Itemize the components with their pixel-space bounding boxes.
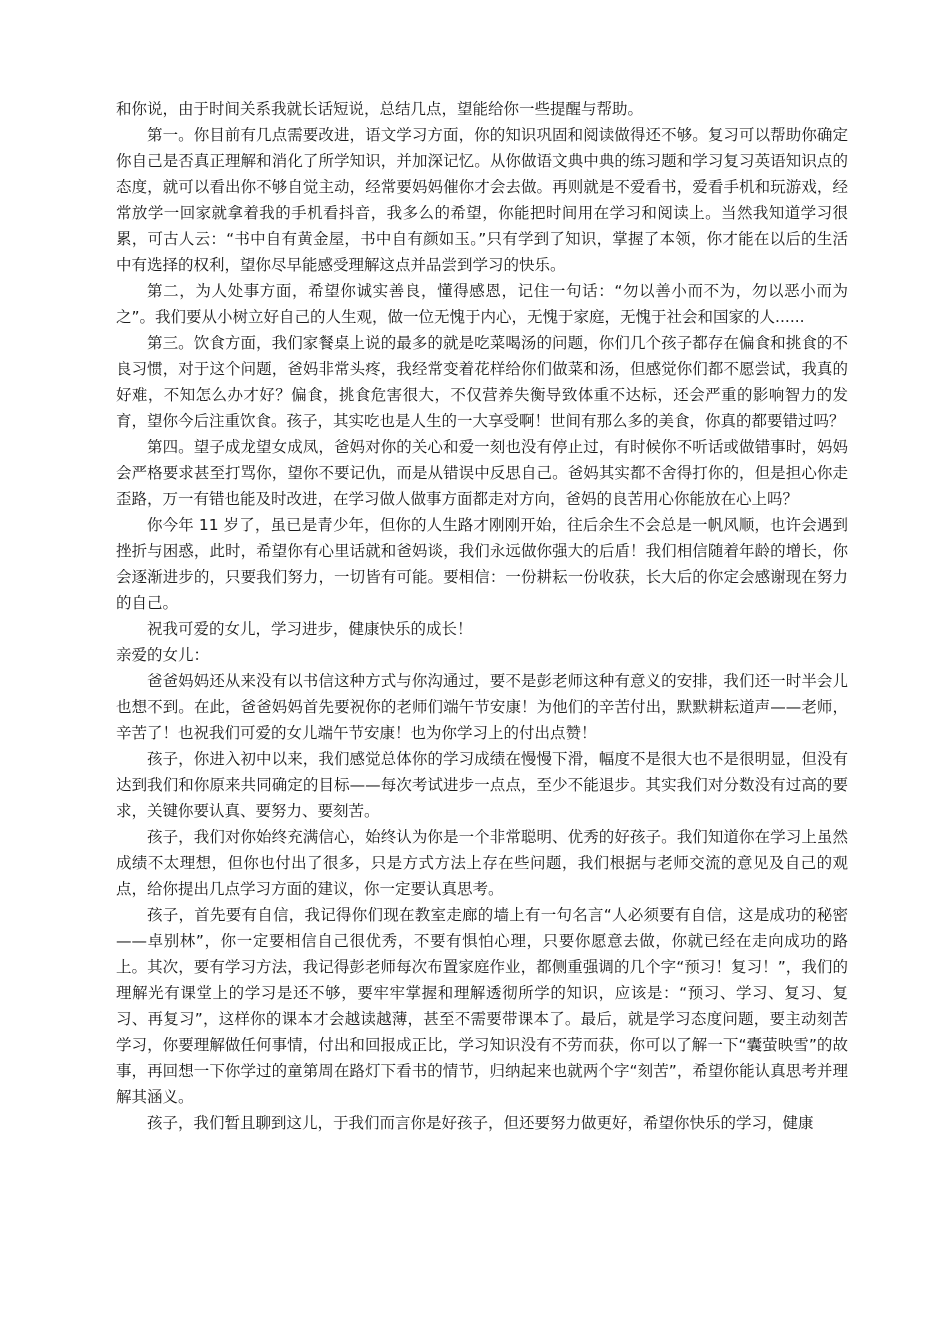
paragraph-point-four: 第四。望子成龙望女成凤，爸妈对你的关心和爱一刻也没有停止过，有时候你不听话或做错事时，妈妈会严格要求甚至打骂你，望你不要记仇，而是从错误中反思自己。爸妈其实都不舍得打你的，但是担心你走歪路，万一有错也能及时改进，在学习做人做事方面都走对方向，爸妈的良苦用心你能放在心上吗？ xyxy=(116,438,848,508)
paragraph-point-three: 第三。饮食方面，我们家餐桌上说的最多的就是吃菜喝汤的问题，你们几个孩子都存在偏食和挑食的不良习惯，对于这个问题，爸妈非常头疼，我经常变着花样给你们做菜和汤，但感觉你们都不愿尝试，我真的好难，不知怎么办才好？偏食，挑食危害很大，不仅营养失衡导致体重不达标，还会严重的影响智力的发育，望你今后注重饮食。孩子，其实吃也是人生的一大享受啊！世间有那么多的美食，你真的都要错过吗？ xyxy=(116,334,848,430)
paragraph-blessing: 祝我可爱的女儿，学习进步，健康快乐的成长！ xyxy=(147,620,473,638)
letter-salutation: 亲爱的女儿： xyxy=(116,646,210,664)
paragraph-letter-opening: 爸爸妈妈还从来没有以书信这种方式与你沟通过，要不是彭老师这种有意义的安排，我们还一时半会儿也想不到。在此，爸爸妈妈首先要祝你的老师们端午节安康！为他们的辛苦付出，默默耕耘道声——老师，辛苦了！也祝我们可爱的女儿端午节安康！也为你学习上的付出点赞！ xyxy=(116,672,848,742)
paragraph-age-eleven: 你今年 11 岁了，虽已是青少年，但你的人生路才刚刚开始，往后余生不会总是一帆风顺，也许会遇到挫折与困惑，此时，希望你有心里话就和爸妈谈，我们永远做你强大的后盾！我们相信随着年龄的增长，你会逐渐进步的，只要我们努力，一切皆有可能。要相信：一份耕耘一份收获，长大后的你定会感谢现在努力的自己。 xyxy=(116,516,848,612)
paragraph-confidence: 孩子，我们对你始终充满信心，始终认为你是一个非常聪明、优秀的好孩子。我们知道你在学习上虽然成绩不太理想，但你也付出了很多，只是方式方法上存在些问题，我们根据与老师交流的意见及自己的观点，给你提出几点学习方面的建议，你一定要认真思考。 xyxy=(116,828,848,898)
paragraph-advice: 孩子，首先要有自信，我记得你们现在教室走廊的墙上有一句名言“人必须要有自信，这是成功的秘密——卓别林”，你一定要相信自己很优秀，不要有惧怕心理，只要你愿意去做，你就已经在走向成功的路上。其次，要有学习方法，我记得彭老师每次布置家庭作业，都侧重强调的几个字“预习！复习！”，我们的理解光有课堂上的学习是还不够，要牢牢掌握和理解透彻所学的知识，应该是：“预习、学习、复习、复习、再复习”，这样你的课本才会越读越薄，甚至不需要带课本了。最后，就是学习态度问题，要主动刻苦学习，你要理解做任何事情，付出和回报成正比，学习知识没有不劳而获，你可以了解一下“囊萤映雪”的故事，再回想一下你学过的童第周在路灯下看书的情节，归纳起来也就两个字“刻苦”，希望你能认真思考并理解其涵义。 xyxy=(116,906,848,1106)
paragraph-point-two: 第二，为人处事方面，希望你诚实善良，懂得感恩，记住一句话：“勿以善小而不为，勿以恶小而为之”。我们要从小树立好自己的人生观，做一位无愧于内心，无愧于家庭，无愧于社会和国家的人...... xyxy=(116,282,848,326)
paragraph-grades: 孩子，你进入初中以来，我们感觉总体你的学习成绩在慢慢下滑，幅度不是很大也不是很明显，但没有达到我们和你原来共同确定的目标——每次考试进步一点点，至少不能退步。其实我们对分数没有过高的要求，关键你要认真、要努力、要刻苦。 xyxy=(116,750,848,820)
paragraph-intro: 和你说，由于时间关系我就长话短说，总结几点，望能给你一些提醒与帮助。 xyxy=(116,100,644,118)
paragraph-point-one: 第一。你目前有几点需要改进，语文学习方面，你的知识巩固和阅读做得还不够。复习可以帮助你确定你自己是否真正理解和消化了所学知识，并加深记忆。从你做语文典中典的练习题和学习复习英语知识点的态度，就可以看出你不够自觉主动，经常要妈妈催你才会去做。再则就是不爱看书，爱看手机和玩游戏，经常放学一回家就拿着我的手机看抖音，我多么的希望，你能把时间用在学习和阅读上。当然我知道学习很累，可古人云：“书中自有黄金屋，书中自有颜如玉。”只有学到了知识，掌握了本领，你才能在以后的生活中有选择的权利，望你尽早能感受理解这点并品尝到学习的快乐。 xyxy=(116,126,848,274)
document-body xyxy=(116,96,848,1136)
paragraph-closing: 孩子，我们暂且聊到这儿，于我们而言你是好孩子，但还要努力做更好，希望你快乐的学习，健康 xyxy=(147,1114,814,1132)
